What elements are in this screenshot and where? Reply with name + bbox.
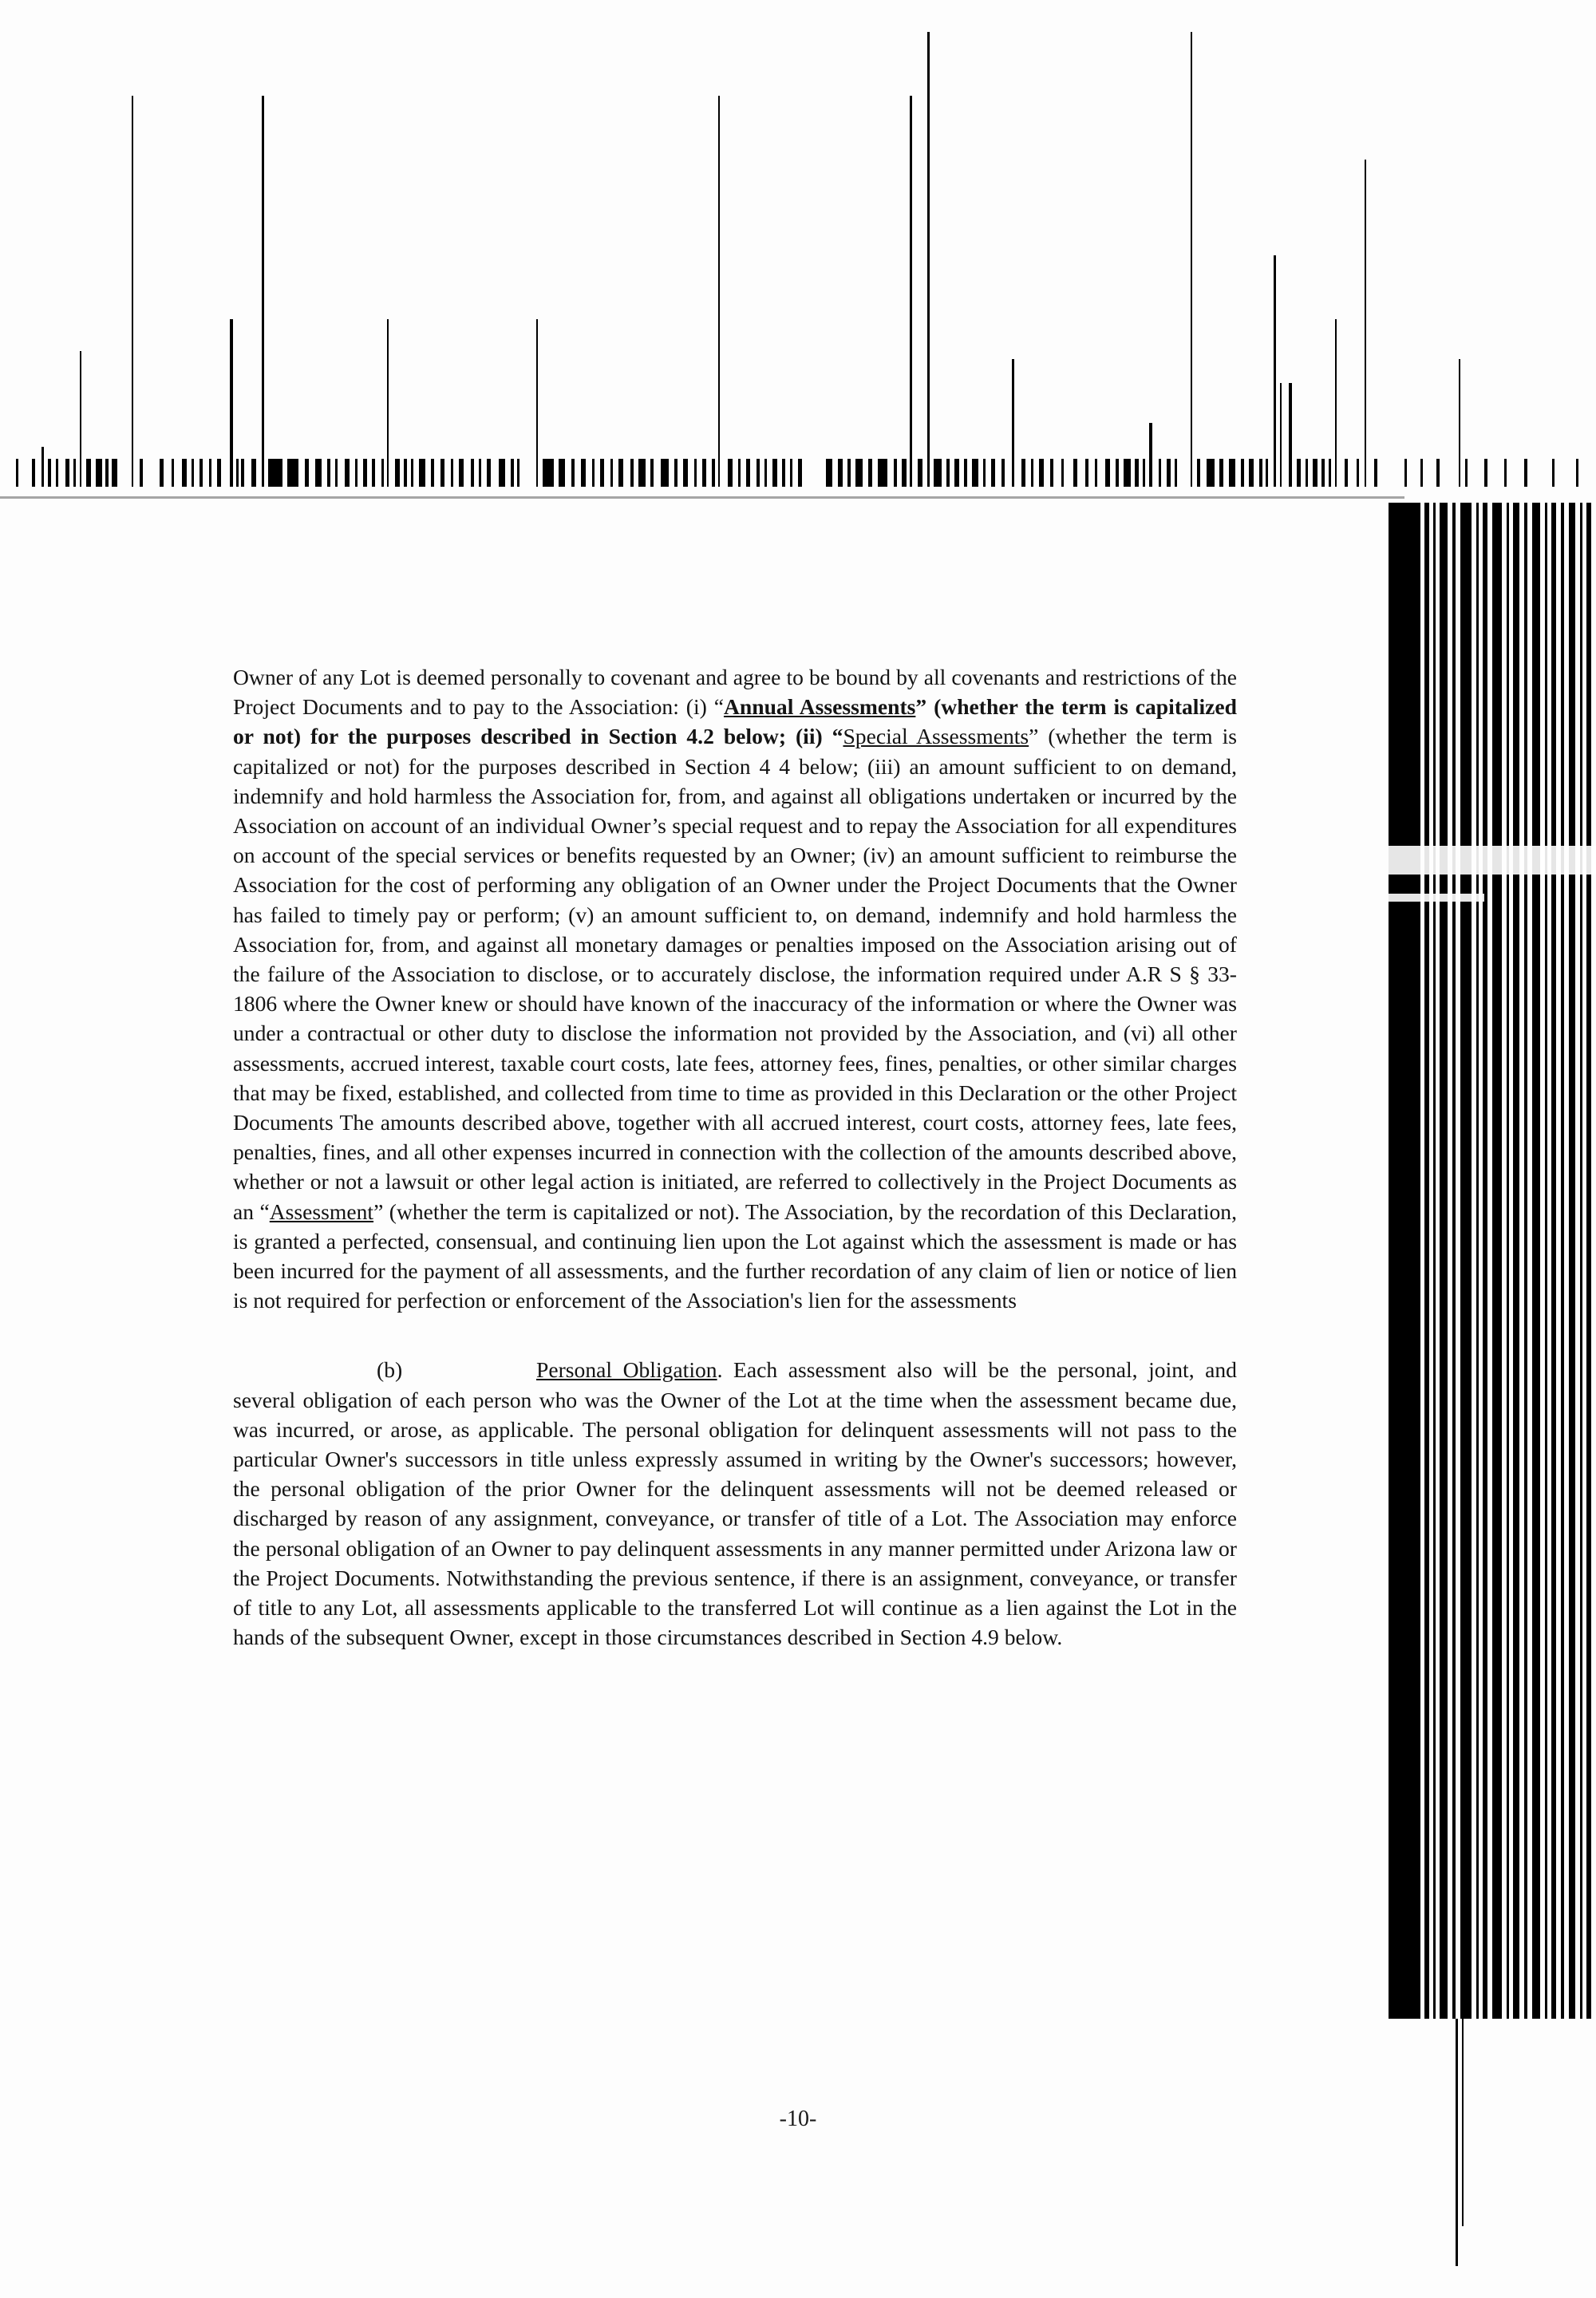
paragraph-a-text-4: ” (whether the term is capitalized or not). The Association, by the recordation of this Declaration, is granted a perfected, consensual, and continuing lien upon the Lot against which the assessment is made or has been incurred for the payment of all assessments, and the further recordation of any claim of lien or notice of lien is not required for perfection or enforcement of the Association's lien for the assessments bbox=[233, 1198, 1237, 1313]
paragraph-number: (b) bbox=[377, 1357, 403, 1383]
document-body bbox=[233, 662, 1237, 1652]
paragraph-a-text-2: ” (whether the term is capitalized or not) for the purposes described in Section 4.2 below; (ii) “ bbox=[233, 694, 1237, 749]
paragraph-a-text-1: Owner of any Lot is deemed personally to covenant and agree to be bound by all covenants and restrictions of the Project Documents and to pay to the Association: (i) “ bbox=[233, 665, 1237, 720]
paragraph-a-text-3: ” (whether the term is capitalized or not) for the purposes described in Section 4 4 below; (iii) an amount sufficient to on demand, indemnify and hold harmless the Association for, from, and against all obligations undertaken or incurred by the Association on account of an individual Owner’s special request and to repay the Association for all expenditures on account of the special services or benefits requested by an Owner; (iv) an amount sufficient to reimburse the Association for the cost of performing any obligation of an Owner under the Project Documents that the Owner has failed to timely pay or perform; (v) an amount sufficient to, on demand, indemnify and hold harmless the Association for, from, and against all monetary damages or penalties imposed on the Association arising out of the failure of the Association to disclose, or to accurately disclose, the information required under A.R S § 33-1806 where the Owner knew or should have known of the inaccuracy of the information or where the Owner was under a contractual or other duty to disclose the information not provided by the Association, and (vi) all other assessments, accrued interest, taxable court costs, late fees, attorney fees, fines, penalties, or other similar charges that may be fixed, established, and collected from time to time as provided in this Declaration or the other Project Documents The amounts described above, together with all accrued interest, court costs, attorney fees, late fees, penalties, fines, and all other expenses incurred in connection with the collection of the amounts described above, whether or not a lawsuit or other legal action is initiated, are referred to collectively in the Project Documents as an “ bbox=[233, 724, 1237, 1224]
term-assessment: Assessment bbox=[269, 1198, 374, 1224]
paragraph-assessments bbox=[233, 662, 1237, 1315]
scan-barcode-top bbox=[0, 0, 1596, 511]
term-special-assessments: Special Assessments bbox=[843, 724, 1029, 749]
page-number: -10- bbox=[779, 2106, 817, 2131]
paragraph-personal-obligation bbox=[233, 1355, 1237, 1652]
term-annual-assessments: Annual Assessments bbox=[723, 694, 916, 720]
paragraph-b-text: . Each assessment also will be the personal, joint, and several obligation of each person who was the Owner of the Lot at the time when the assessment became due, was incurred, or arose, as applicable. The personal obligation for delinquent assessments will not pass to the particular Owner's successors in title unless expressly assumed in writing by the Owner's successors; however, the personal obligation of the prior Owner for the delinquent assessments will not be deemed released or discharged by reason of any assignment, conveyance, or transfer of title of a Lot. The Association may enforce the personal obligation of an Owner to pay delinquent assessments in any manner permitted under Arizona law or the Project Documents. Notwithstanding the previous sentence, if there is an assignment, conveyance, or transfer of title to any Lot, all assessments applicable to the transferred Lot will continue as a lien against the Lot in the hands of the subsequent Owner, except in those circumstances described in Section 4.9 below. bbox=[233, 1357, 1237, 1650]
section-heading: Personal Obligation bbox=[536, 1357, 717, 1383]
scan-barcode-right bbox=[1389, 479, 1596, 2298]
